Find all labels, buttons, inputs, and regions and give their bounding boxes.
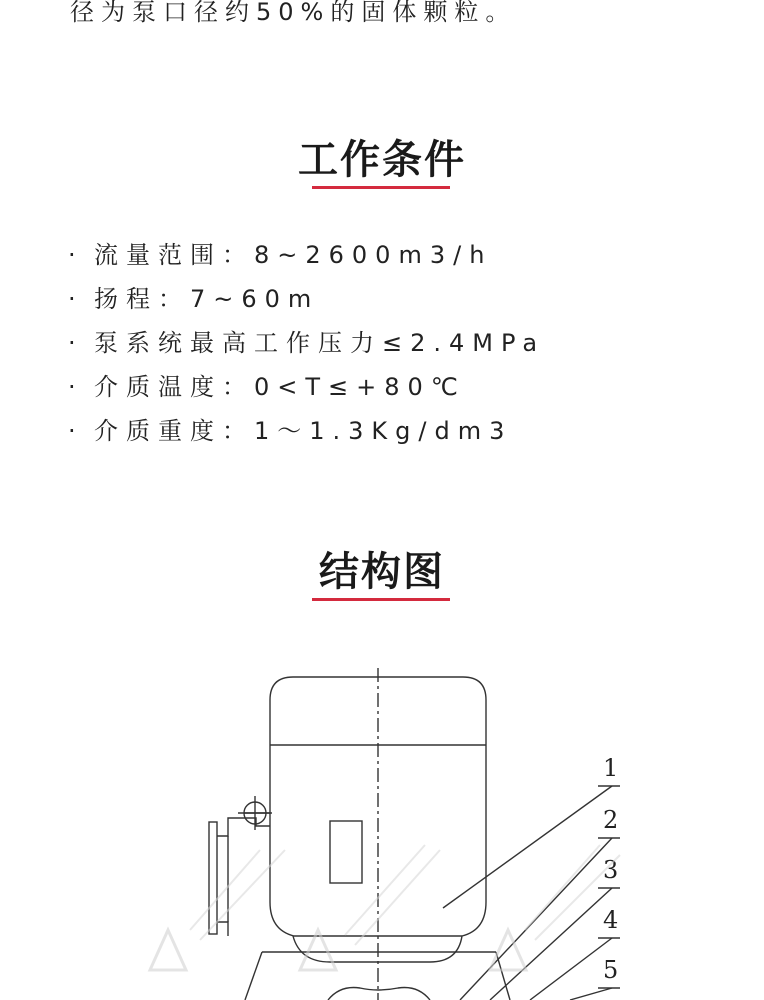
callout-leader-3 <box>490 888 612 1000</box>
junction-box <box>330 821 362 883</box>
callout-leader-4 <box>530 938 612 1000</box>
bullet-icon: · <box>68 241 76 269</box>
condition-item-flow <box>68 238 545 282</box>
structure-underline <box>312 598 450 601</box>
callout-3: 3 <box>603 856 619 884</box>
intro-text: 径为泵口径约50%的固体颗粒。 <box>70 0 517 26</box>
callout-4: 4 <box>603 906 619 934</box>
callout-5: 5 <box>603 956 619 984</box>
condition-item-temperature <box>68 370 545 414</box>
bullet-icon: · <box>68 285 76 313</box>
callout-1: 1 <box>603 754 619 782</box>
callout-2: 2 <box>603 806 619 834</box>
condition-text: 流量范围：8~2600m3/h <box>94 241 493 269</box>
bullet-icon: · <box>68 329 76 357</box>
side-flange <box>209 822 217 934</box>
working-conditions-heading: 工作条件 <box>298 137 466 183</box>
condition-item-head <box>68 282 545 326</box>
working-conditions-list <box>68 238 545 458</box>
structure-heading: 结构图 <box>319 549 445 595</box>
condition-item-density <box>68 414 545 458</box>
bullet-icon: · <box>68 417 76 445</box>
condition-text: 介质温度：0<T≤+80℃ <box>94 373 466 401</box>
watermark <box>150 845 620 970</box>
callout-leader-5 <box>570 988 612 1000</box>
bullet-icon: · <box>68 373 76 401</box>
condition-text: 扬程：7~60m <box>94 285 320 313</box>
condition-item-pressure <box>68 326 545 370</box>
working-conditions-underline <box>312 186 450 189</box>
structure-diagram <box>0 640 764 1000</box>
condition-text: 泵系统最高工作压力≤2.4MPa <box>94 329 546 357</box>
condition-text: 介质重度：1～1.3Kg/dm3 <box>94 417 513 445</box>
